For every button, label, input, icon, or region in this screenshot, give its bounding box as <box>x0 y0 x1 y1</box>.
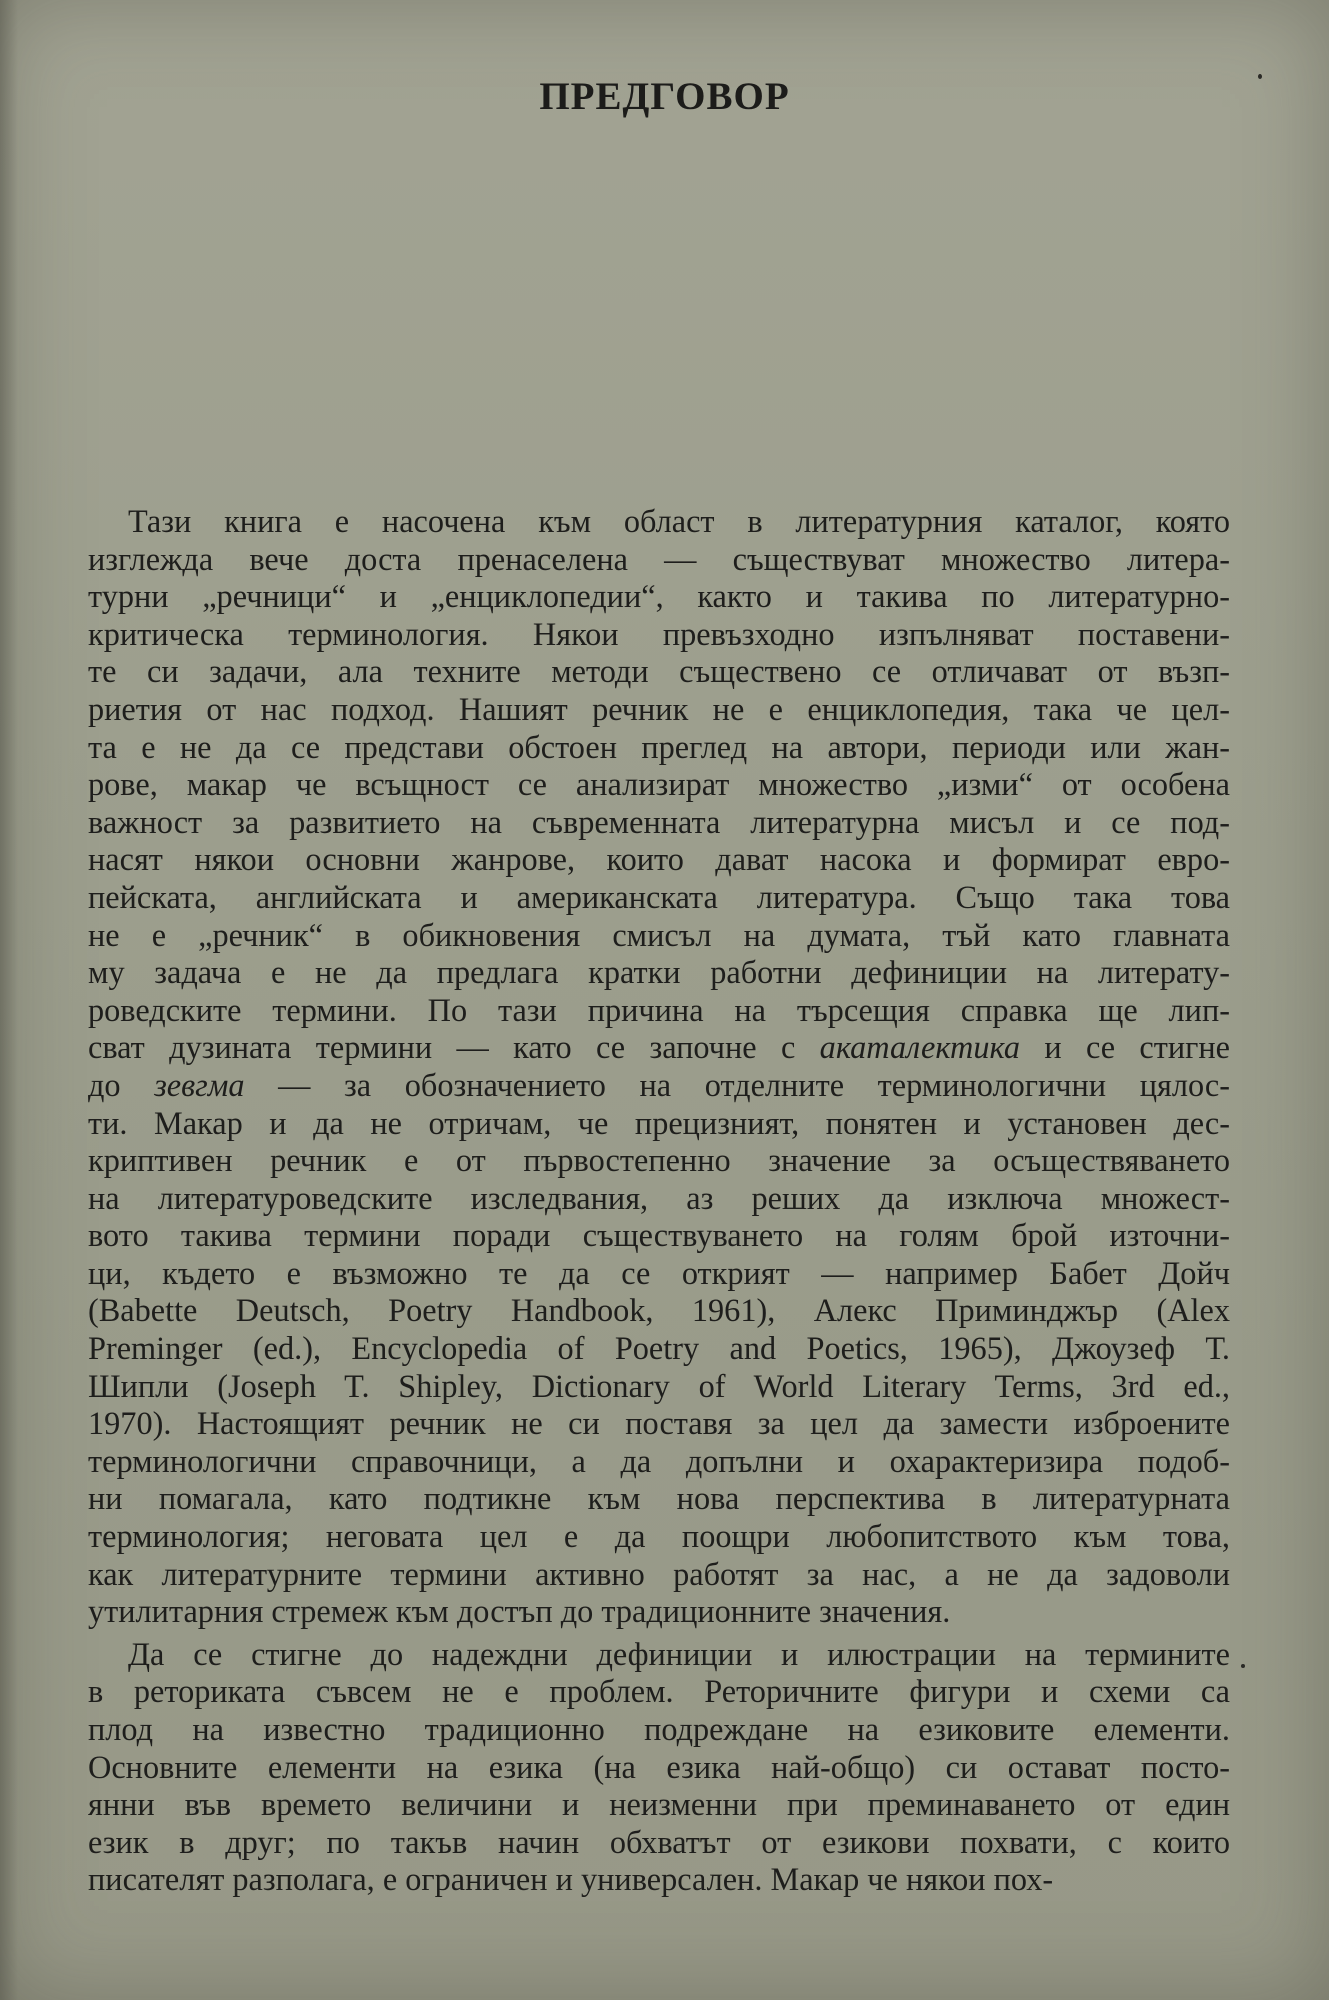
text-segment: (Babette Deutsch, Poetry Handbook, 1961), Алекс Приминджър (Alex <box>88 1292 1230 1329</box>
text-segment: не е „речник“ в обикновения смисъл на думата, тъй като главната <box>88 916 1230 953</box>
text-line <box>88 1443 1230 1481</box>
text-line <box>88 541 1230 579</box>
text-segment: критическа терминология. Някои превъзходно изпълняват поставени- <box>88 615 1230 652</box>
text-segment: как литературните термини активно работят за нас, а не да задоволи <box>88 1555 1230 1592</box>
text-line <box>88 578 1230 616</box>
text-segment: важност за развитието на съвременната литературна мисъл и се под- <box>88 803 1230 840</box>
text-line <box>88 1636 1230 1674</box>
text-line <box>88 1368 1230 1406</box>
text-segment: те си задачи, ала техните методи съществено се отличават от възп- <box>88 653 1230 690</box>
text-segment: Preminger (ed.), Encyclopedia of Poetry and Poetics, 1965), Джоузеф Т. <box>88 1330 1230 1367</box>
page-title: ПРЕДГОВОР <box>539 75 790 118</box>
page-edge-shadow <box>0 0 18 2000</box>
text-segment: роведските термини. По тази причина на търсещия справка ще лип- <box>88 991 1230 1028</box>
text-line <box>88 1029 1230 1067</box>
text-segment: ти. Макар и да не отричам, че прецизният, понятен и установен дес- <box>88 1104 1230 1141</box>
text-line <box>88 766 1230 804</box>
text-line <box>88 1749 1230 1787</box>
text-segment: утилитарния стремеж към достъп до традиционните значения. <box>88 1593 951 1630</box>
text-line <box>88 1861 1230 1899</box>
text-segment: сват дузината термини — като се започне с <box>88 1029 820 1066</box>
text-segment: изглежда вече доста пренаселена — съществуват множество литера- <box>88 540 1230 577</box>
text-line <box>88 992 1230 1030</box>
text-line <box>88 1330 1230 1368</box>
text-line <box>88 1142 1230 1180</box>
text-line <box>88 1067 1230 1105</box>
text-segment: и се стигне <box>1019 1029 1230 1066</box>
text-line <box>88 1105 1230 1143</box>
text-segment: Да се стигне до надеждни дефиниции и илюстрации на термините <box>128 1635 1230 1672</box>
text-line <box>88 1255 1230 1293</box>
text-segment: та е не да се представи обстоен преглед на автори, периоди или жан- <box>88 728 1230 765</box>
italic-term: акаталектика <box>819 1029 1020 1066</box>
text-segment: Основните елементи на езика (на езика най-общо) си остават посто- <box>88 1748 1230 1785</box>
text-segment: ци, където е възможно те да се открият — например Бабет Дойч <box>88 1254 1230 1291</box>
text-segment: янни във времето величини и неизменни при преминаването от един <box>88 1786 1230 1823</box>
paragraph <box>88 1636 1230 1899</box>
text-line <box>88 917 1230 955</box>
text-line <box>88 691 1230 729</box>
text-line <box>88 1405 1230 1443</box>
text-segment: терминология; неговата цел е да поощри любопитството към това, <box>88 1518 1230 1555</box>
text-line <box>88 1711 1230 1749</box>
text-line <box>88 804 1230 842</box>
text-segment: насят някои основни жанрове, които дават насока и формират евро- <box>88 841 1230 878</box>
text-segment: писателят разполага, е ограничен и универсален. Макар че някои пох- <box>88 1861 1054 1898</box>
text-line <box>88 1673 1230 1711</box>
text-segment: турни „речници“ и „енциклопедии“, както и такива по литературно- <box>88 578 1230 615</box>
text-segment: му задача е не да предлага кратки работни дефиниции на литерату- <box>88 954 1230 991</box>
text-segment: в реториката съвсем не е проблем. Реторичните фигури и схеми са <box>88 1673 1230 1710</box>
text-segment: риетия от нас подход. Нашият речник не е енциклопедия, така че цел- <box>88 690 1230 727</box>
text-line <box>88 954 1230 992</box>
text-line <box>88 1824 1230 1862</box>
text-line <box>88 879 1230 917</box>
text-line <box>88 1180 1230 1218</box>
text-line <box>88 729 1230 767</box>
text-segment: криптивен речник е от първостепенно значение за осъществяването <box>88 1142 1230 1179</box>
text-line <box>88 503 1230 541</box>
paper-speck <box>1241 1664 1245 1668</box>
text-line <box>88 1556 1230 1594</box>
text-segment: до <box>88 1066 155 1103</box>
text-line <box>88 1217 1230 1255</box>
paper-speck <box>1258 74 1262 79</box>
text-segment: плод на известно традиционно подреждане на езиковите елементи. <box>88 1711 1230 1747</box>
text-line <box>88 1518 1230 1556</box>
text-segment: Шипли (Joseph T. Shipley, Dictionary of World Literary Terms, 3rd ed., <box>88 1367 1230 1404</box>
text-segment: терминологични справочници, а да допълни и охарактеризира подоб- <box>88 1442 1230 1479</box>
text-line <box>88 1292 1230 1330</box>
text-segment: език в друг; по такъв начин обхватът от езикови похвати, с които <box>88 1823 1230 1860</box>
text-line <box>88 1786 1230 1824</box>
italic-term: зевгма <box>154 1066 245 1103</box>
text-segment: рове, макар че всъщност се анализират множество „изми“ от особена <box>88 766 1230 803</box>
text-segment: Тази книга е насочена към област в литературния каталог, която <box>128 503 1230 539</box>
paragraph <box>88 503 1230 1631</box>
text-line <box>88 653 1230 691</box>
text-line <box>88 1593 1230 1631</box>
body-text <box>88 503 1230 1904</box>
text-segment: на литературоведските изследвания, аз реших да изключа множест- <box>88 1179 1230 1216</box>
text-segment: вото такива термини поради съществуването на голям брой източни- <box>88 1217 1230 1254</box>
text-line <box>88 616 1230 654</box>
text-segment: 1970). Настоящият речник не си поставя за цел да замести изброените <box>88 1405 1230 1442</box>
text-segment: пейската, английската и американската литература. Също така това <box>88 878 1230 915</box>
text-segment: — за обозначението на отделните терминологични цялос- <box>244 1066 1230 1103</box>
text-line <box>88 841 1230 879</box>
text-segment: ни помагала, като подтикне към нова перспектива в литературната <box>88 1480 1230 1517</box>
text-line <box>88 1480 1230 1518</box>
